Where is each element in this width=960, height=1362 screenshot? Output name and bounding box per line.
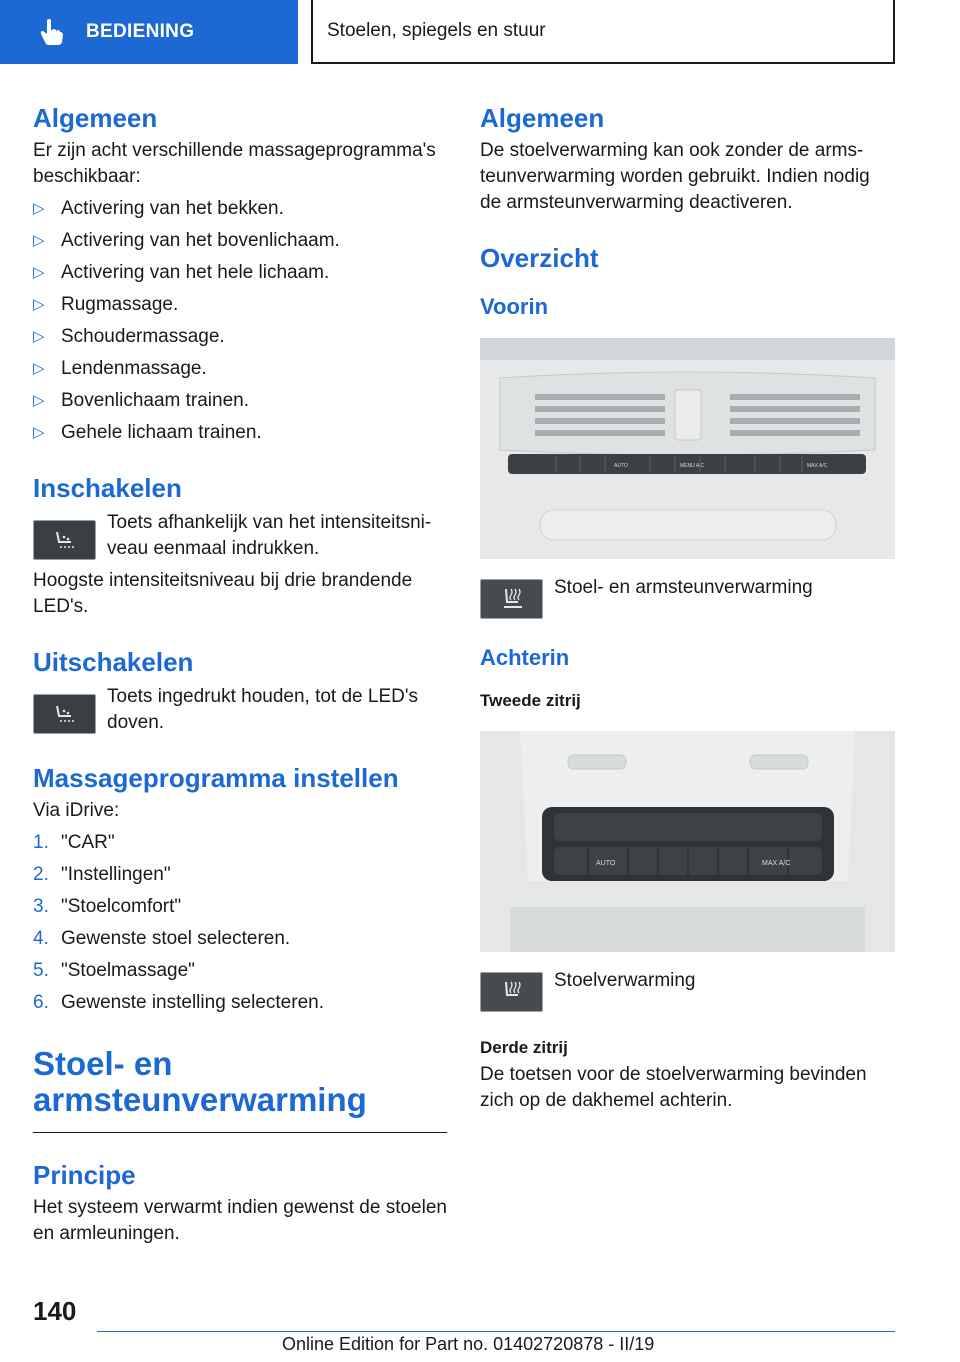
section-tab	[0, 0, 298, 64]
heading-algemeen-right: Algemeen	[480, 103, 605, 133]
triangle-bullet-icon: ▷	[33, 264, 45, 281]
derde-text: De toetsen voor de stoelverwarming bevinden zich op de dakhemel achterin.	[480, 1064, 867, 1111]
list-item: ▷ Rugmassage.	[33, 292, 447, 318]
list-item: 1. "CAR"	[33, 832, 115, 853]
massage-button-icon	[33, 520, 96, 560]
list-item: 3. "Stoelcomfort"	[33, 896, 182, 917]
list-item: ▷ Lendenmassage.	[33, 356, 447, 382]
list-item: ▷ Schoudermassage.	[33, 324, 447, 350]
inschakelen-note: Hoogste intensiteitsniveau bij drie brandende LED's.	[33, 570, 413, 617]
left-column	[33, 100, 447, 1247]
front-console-image	[480, 338, 895, 559]
list-item: ▷ Activering van het bovenlichaam.	[33, 228, 447, 254]
triangle-bullet-icon: ▷	[33, 232, 45, 249]
voorin-legend	[480, 579, 895, 619]
voorin-legend-text: Stoel- en armsteunverwarming	[554, 577, 813, 598]
heading-principe: Principe	[33, 1160, 136, 1190]
section-divider	[33, 1132, 447, 1133]
heading-stoel-armsteunverwarming: Stoel- en armsteunverwarming	[33, 1045, 367, 1118]
rear-max-ac-label: MAX A/C	[762, 860, 791, 867]
heading-voorin: Voorin	[480, 294, 549, 319]
list-item: 4. Gewenste stoel selecteren.	[33, 928, 291, 949]
auto-label: AUTO	[614, 463, 628, 469]
menu-ac-label: MENU A/C	[680, 463, 705, 469]
heading-algemeen: Algemeen	[33, 103, 158, 133]
list-item: ▷ Activering van het bekken.	[33, 196, 447, 222]
list-item: ▷ Gehele lichaam trainen.	[33, 420, 447, 446]
massage-program-list	[33, 196, 447, 446]
footer-rule	[97, 1331, 895, 1332]
rear-auto-label: AUTO	[596, 860, 616, 867]
max-ac-label: MAX A/C	[807, 463, 828, 469]
tweede-legend-text: Stoelverwarming	[554, 970, 696, 991]
heading-massageprogramma: Massageprogramma instellen	[33, 763, 399, 793]
list-item: ▷ Bovenlichaam trainen.	[33, 388, 447, 414]
hand-pointer-icon	[38, 18, 64, 46]
triangle-bullet-icon: ▷	[33, 296, 45, 313]
seat-heating-button-icon	[480, 972, 543, 1012]
idrive-steps	[33, 830, 447, 1016]
uitschakelen-instruction: Toets ingedrukt houden, tot de LED's doven.	[107, 686, 418, 733]
heading-achterin: Achterin	[480, 645, 570, 670]
chapter-title: Stoelen, spiegels en stuur	[327, 20, 546, 41]
triangle-bullet-icon: ▷	[33, 200, 45, 217]
page-number: 140	[33, 1296, 77, 1326]
triangle-bullet-icon: ▷	[33, 360, 45, 377]
tweede-legend	[480, 972, 895, 1012]
massage-intro: Er zijn acht verschillende massageprogramma's beschikbaar:	[33, 140, 436, 187]
inschakelen-instruction: Toets afhankelijk van het intensiteitsniveau eenmaal indrukken.	[107, 512, 432, 559]
triangle-bullet-icon: ▷	[33, 392, 45, 409]
section-title: BEDIENING	[86, 21, 195, 42]
list-item: 6. Gewenste instelling selecteren.	[33, 992, 324, 1013]
uitschakelen-row	[33, 684, 447, 736]
footer-edition: Online Edition for Part no. 01402720878 - II/19	[282, 1334, 655, 1354]
heading-derde-zitrij: Derde zitrij	[480, 1038, 568, 1057]
triangle-bullet-icon: ▷	[33, 424, 45, 441]
heading-inschakelen: Inschakelen	[33, 473, 182, 503]
via-idrive: Via iDrive:	[33, 800, 120, 821]
heading-tweede-zitrij: Tweede zitrij	[480, 691, 581, 710]
algemeen-text: De stoelverwarming kan ook zonder de armsteunverwarming worden gebruikt. Indien nodig de armsteunverwarming deactiveren.	[480, 140, 870, 213]
seat-heating-button-icon	[480, 579, 543, 619]
heading-uitschakelen: Uitschakelen	[33, 647, 194, 677]
chapter-box	[311, 0, 895, 64]
heading-overzicht: Overzicht	[480, 243, 599, 273]
rear-console-image	[480, 731, 895, 952]
massage-button-icon	[33, 694, 96, 734]
right-column	[480, 100, 895, 1114]
list-item: 5. "Stoelmassage"	[33, 960, 195, 981]
list-item: 2. "Instellingen"	[33, 864, 171, 885]
list-item: ▷ Activering van het hele lichaam.	[33, 260, 447, 286]
triangle-bullet-icon: ▷	[33, 328, 45, 345]
inschakelen-row	[33, 510, 447, 562]
principe-text: Het systeem verwarmt indien gewenst de stoelen en armleuningen.	[33, 1197, 447, 1244]
